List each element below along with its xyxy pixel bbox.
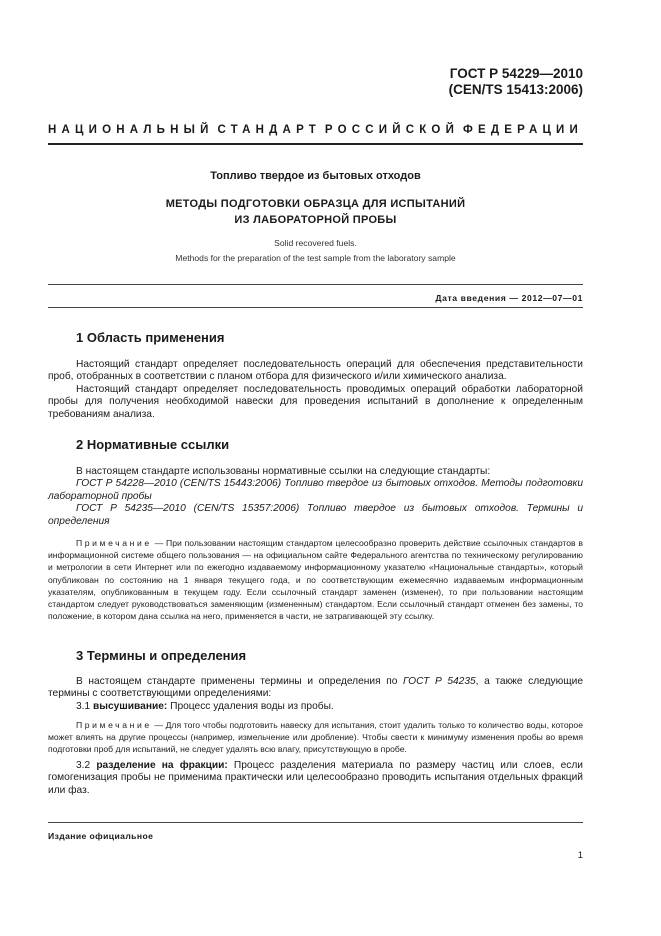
document-title	[48, 196, 583, 228]
banner-rule	[48, 143, 583, 145]
banner-word-2: СТАНДАРТ	[217, 124, 322, 136]
section-3-note	[48, 719, 583, 756]
section-1-paragraph-1: Настоящий стандарт определяет последовательность операций для обеспечения представительности проб, отобранных в соответствии с планом отбора для физического и/или химического анализа.	[48, 359, 583, 383]
section-2-paragraph-1: В настоящем стандарте использованы нормативные ссылки на следующие стандарты:	[76, 466, 491, 477]
term-3-2-block	[48, 760, 583, 797]
standard-code	[449, 66, 583, 98]
banner-word-3: РОССИЙСКОЙ	[324, 124, 460, 136]
term-source-reference: ГОСТ Р 54235	[402, 676, 476, 687]
term-3-2-name: разделение на фракции:	[96, 760, 228, 771]
standard-code-gost: ГОСТ Р 54229—2010	[449, 66, 583, 81]
term-3-1-name: высушивание:	[93, 700, 168, 712]
reference-gost-54235: ГОСТ Р 54235—2010 (CEN/TS 15357:2006) Топливо твердое из бытовых отходов. Термины и определения	[48, 503, 583, 527]
term-3-1: 3.1 высушивание: Процесс удаления воды из пробы.	[76, 700, 334, 712]
section-1-paragraph-2: Настоящий стандарт определяет последовательность проводимых операций обработки лабораторной пробы для получения необходимой навески для проведения испытаний в дополнение к определенным требованиям анализа.	[48, 383, 583, 420]
section-2-note	[48, 537, 583, 622]
banner-word-4: ФЕДЕРАЦИИ	[462, 124, 583, 136]
reference-gost-54228: ГОСТ Р 54228—2010 (CEN/TS 15443:2006) Топливо твердое из бытовых отходов. Методы подготовки лабораторной пробы	[48, 478, 583, 502]
introduction-date: Дата введения — 2012—07—01	[435, 293, 583, 303]
main-title: Топливо твердое из бытовых отходов	[210, 170, 421, 182]
edition-label: Издание официальное	[48, 831, 154, 841]
section-3-paragraph-1: В настоящем стандарте применены термины и определения по ГОСТ Р 54235, а также следующие термины с соответствующими определениями:	[48, 676, 583, 700]
national-standard-banner	[48, 124, 583, 136]
note-text: — Для того чтобы подготовить навеску для испытания, стоит удалить только то количество воды, которое может влиять на другие процессы (например, измельчение или дробление). Чтобы свести к минимуму изменения пробы во время подготовки проб для испытаний, не следует удалять всю влагу, присутствующую в пробе.	[48, 720, 583, 755]
banner-word-1: НАЦИОНАЛЬНЫЙ	[48, 124, 214, 136]
document-title-line-2: ИЗ ЛАБОРАТОРНОЙ ПРОБЫ	[234, 214, 397, 226]
title-rule	[48, 284, 583, 285]
section-3-heading: 3 Термины и определения	[76, 648, 247, 663]
english-title-line-2: Methods for the preparation of the test sample from the laboratory sample	[175, 253, 456, 263]
note-label: Примечание	[76, 720, 152, 730]
term-3-2: 3.2 разделение на фракции: Процесс разделения материала по размеру частиц или слоев, если гомогенизация пробы не применима практически или целесообразно проводить испытания отдельных фракций или фаз.	[48, 760, 584, 796]
section-2-body	[48, 466, 583, 528]
footer-rule	[48, 822, 583, 823]
date-rule	[48, 307, 583, 308]
note-text: — При пользовании настоящим стандартом целесообразно проверить действие ссылочных стандартов в информационной системе общего пользования — на официальном сайте Федерального агентства по техническому регулированию и метрологии в сети Интернет или по ежегодно издаваемому информационному указателю «Национальные стандарты», который опубликован по состоянию на 1 января текущего года, и по соответствующим ежемесячно издаваемым информационным указателям, опубликованным в текущем году. Если ссылочный стандарт заменен (изменен), то при пользовании настоящим стандартом следует руководствоваться заменяющим (измененным) стандартом. Если ссылочный стандарт отменен без замены, то положение, в котором дана ссылка на него, применяется в части, не затрагивающей эту ссылку.	[48, 538, 583, 622]
section-1-body	[48, 359, 583, 421]
page-number: 1	[577, 850, 583, 861]
standard-code-cen: (CEN/TS 15413:2006)	[448, 82, 583, 97]
section-2-heading: 2 Нормативные ссылки	[76, 437, 230, 452]
english-title	[48, 236, 583, 266]
note-label: Примечание	[76, 538, 152, 548]
section-1-heading: 1 Область применения	[76, 330, 225, 345]
section-3-body	[48, 676, 583, 713]
document-title-line-1: МЕТОДЫ ПОДГОТОВКИ ОБРАЗЦА ДЛЯ ИСПЫТАНИЙ	[165, 198, 466, 210]
english-title-line-1: Solid recovered fuels.	[274, 238, 357, 248]
